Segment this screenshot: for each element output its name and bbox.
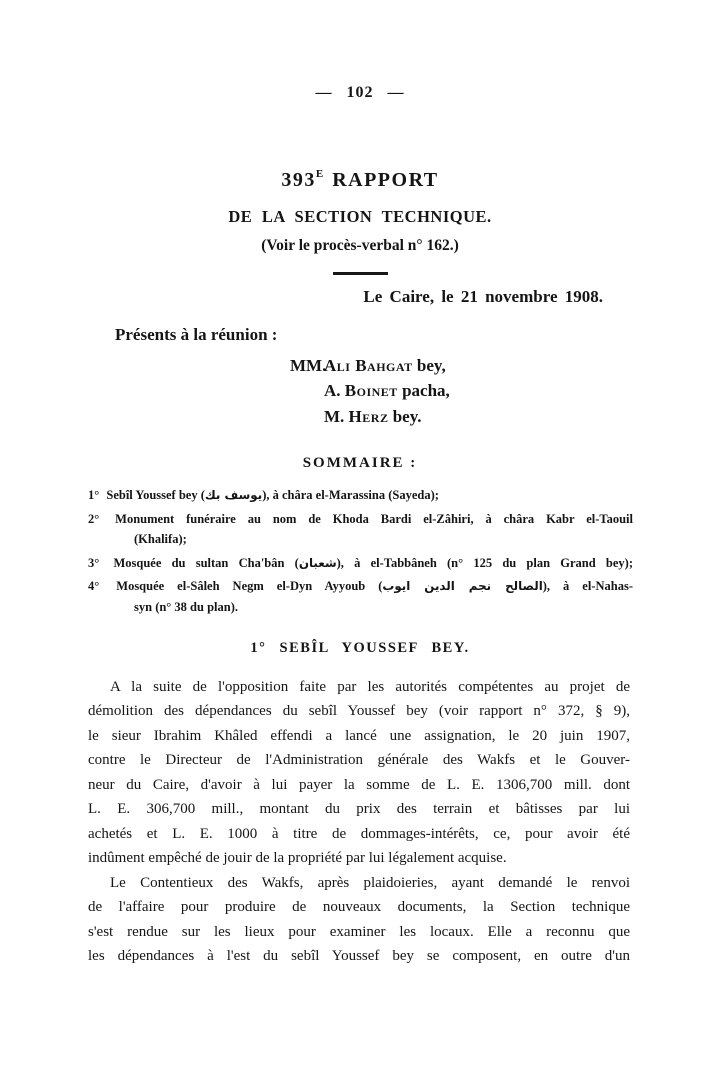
body-line: achetés et L. E. 1000 à titre de dommages-intérêts, ce, pour avoir été — [88, 825, 630, 842]
sommaire-item — [88, 553, 633, 574]
attendee-row — [290, 353, 450, 378]
sommaire-item — [88, 576, 633, 597]
section-heading: 1° SEBÎL YOUSSEF BEY. — [250, 640, 470, 656]
arabic-text: يوسف بك — [204, 488, 263, 502]
attendee-name: Boinet — [344, 381, 398, 401]
attendee-row — [290, 378, 450, 403]
sommaire-text: (Khalifa); — [134, 532, 187, 546]
sommaire-item-number: 3° — [88, 555, 100, 570]
attendee-initials: M. — [324, 406, 349, 426]
sommaire-text: ), à châra el-Marassina (Sayeda); — [262, 488, 439, 502]
body-line: démolition des dépendances du sebîl Youssef bey (voir rapport n° 372, § 9), — [88, 703, 630, 720]
attendee-row — [290, 404, 450, 429]
sommaire-item-continuation — [88, 529, 633, 550]
sommaire-list — [88, 485, 633, 617]
body-line: de l'affaire pour produire de nouveaux documents, la Section technique — [88, 899, 630, 916]
sommaire-text: Monument funéraire au nom de Khoda Bardi el-Zâhiri, à châra Kabr el-Taouil — [115, 511, 633, 526]
sommaire-item-number: 2° — [88, 511, 100, 526]
page-number: — 102 — — [315, 84, 405, 101]
body-line: neur du Caire, d'avoir à lui payer la somme de L. E. 1306,700 mill. dont — [88, 776, 630, 793]
dateline: Le Caire, le 21 novembre 1908. — [363, 287, 603, 306]
sommaire-item-number: 4° — [88, 579, 100, 593]
attendee-title: bey. — [388, 406, 422, 426]
body-line: Le Contentieux des Wakfs, après plaidoieries, ayant demandé le renvoi — [110, 874, 630, 891]
sommaire-text: ), à el-Tabbâneh (n° 125 du plan Grand bey); — [336, 555, 633, 570]
report-title — [0, 169, 720, 192]
body-line: le sieur Ibrahim Khâled effendi a lancé une assignation, le 20 juin 1907, — [88, 727, 630, 744]
body-text — [88, 675, 630, 968]
attendee-initials: A. — [324, 381, 345, 401]
body-line: L. E. 306,700 mill., montant du prix des terrain et bâtisses par lui — [88, 801, 630, 818]
body-line: les dépendances à l'est du sebîl Youssef bey se composent, en outre d'un — [88, 947, 630, 964]
body-line: A la suite de l'opposition faite par les autorités compétentes au projet de — [110, 679, 630, 695]
attendees-list — [290, 353, 450, 429]
sommaire-text: Mosquée du sultan Cha'bân ( — [113, 555, 299, 570]
attendee-title: pacha, — [397, 381, 450, 401]
report-title-number: 393 — [281, 169, 316, 191]
sommaire-text: Sebîl Youssef bey ( — [106, 488, 205, 502]
sommaire-item — [88, 509, 633, 530]
divider-rule — [333, 272, 388, 275]
report-subtitle: DE LA SECTION TECHNIQUE. — [228, 207, 492, 226]
attendee-name: Herz — [348, 406, 389, 426]
sommaire-heading: SOMMAIRE : — [302, 455, 418, 471]
sommaire-item-number: 1° — [88, 488, 100, 502]
body-line: s'est rendue sur les lieux pour examiner les locaux. Elle a reconnu que — [88, 923, 630, 940]
sommaire-text: syn (n° 38 du plan). — [134, 599, 238, 614]
attendee-title: bey, — [412, 356, 446, 375]
attendee-lead: MM. — [290, 356, 327, 375]
reference-note: (Voir le procès-verbal n° 162.) — [261, 237, 459, 254]
arabic-text: الصالح نجم الدين ايوب — [382, 579, 543, 593]
body-line: indûment empêché de jouir de la propriété par lui légalement acquise. — [88, 850, 507, 867]
sommaire-text: ), à el-Nahas- — [542, 579, 633, 593]
sommaire-item-continuation — [88, 597, 633, 618]
report-title-ordinal: E — [315, 168, 324, 181]
arabic-text: شعبان — [298, 555, 337, 570]
body-line: contre le Directeur de l'Administration générale des Wakfs et le Gouver- — [88, 752, 630, 769]
presents-label: Présents à la réunion : — [115, 325, 278, 344]
report-title-word: RAPPORT — [332, 169, 439, 191]
sommaire-item — [88, 485, 633, 506]
sommaire-text: Mosquée el-Sâleh Negm el-Dyn Ayyoub ( — [116, 579, 383, 593]
attendee-name: Ali Bahgat — [324, 356, 413, 375]
